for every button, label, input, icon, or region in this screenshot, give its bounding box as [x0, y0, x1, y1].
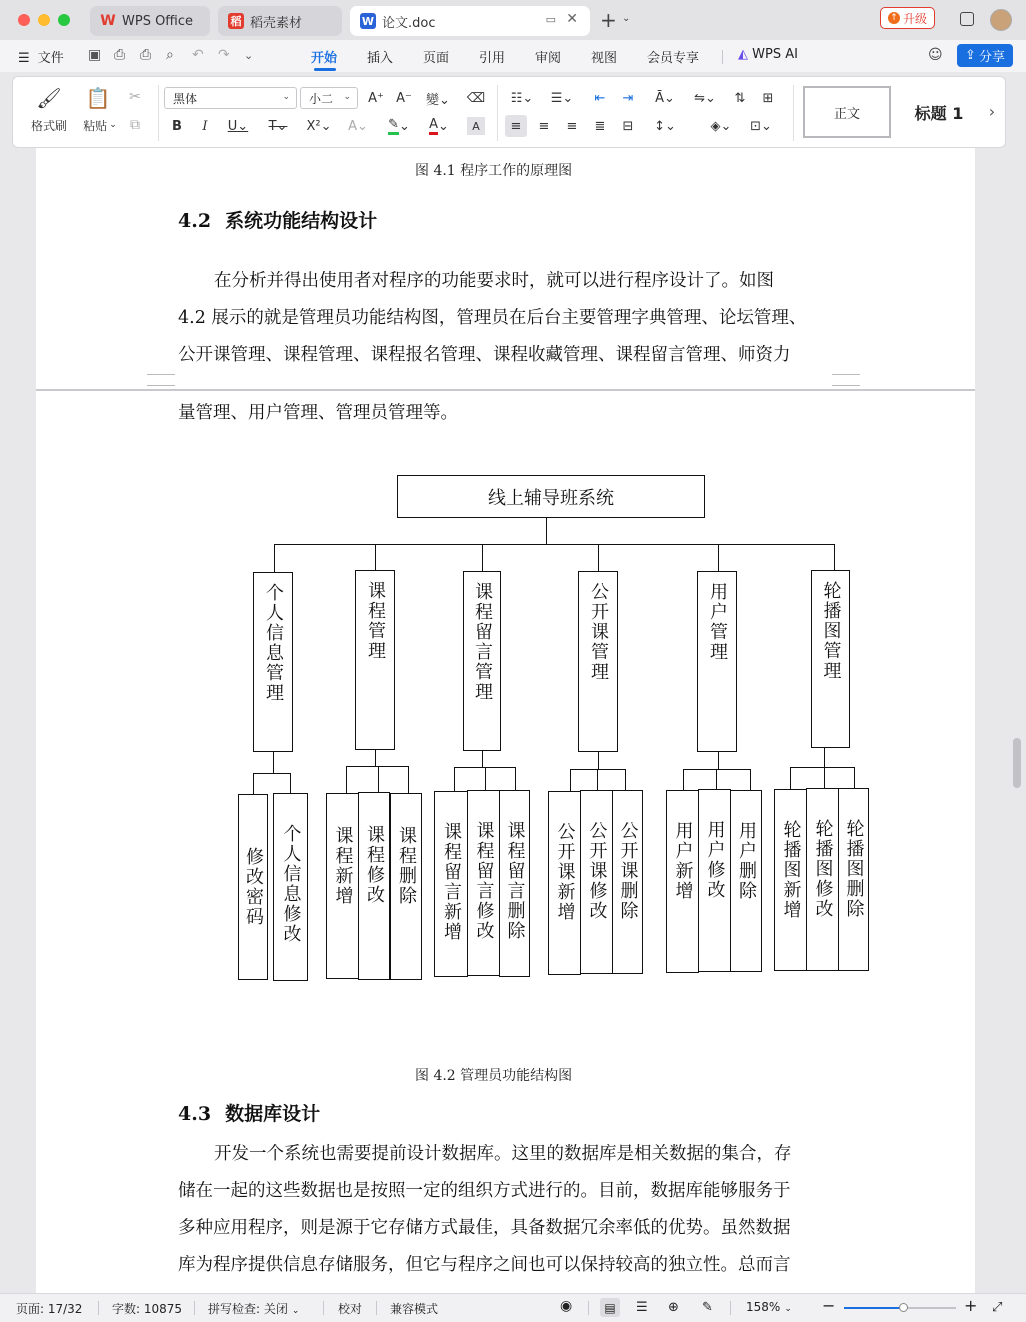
diagram-leaf-node	[238, 794, 268, 980]
zoom-value: 158%	[746, 1300, 781, 1314]
tab-member[interactable]: 会员专享	[647, 51, 700, 66]
file-menu-label: 文件	[37, 51, 64, 66]
paste-button[interactable]	[79, 117, 121, 133]
character-shading-icon[interactable]: A	[467, 117, 485, 135]
cut-icon[interactable]: ✂	[129, 89, 141, 105]
increase-font-icon[interactable]: A⁺	[368, 90, 384, 106]
leaf-label: 轮播图新增	[780, 820, 802, 920]
menu-bar	[0, 40, 1026, 72]
chevron-right-icon[interactable]: ›	[988, 101, 996, 121]
export-pdf-icon[interactable]: ⎙	[114, 47, 126, 63]
leaf-label: 用户新增	[672, 821, 694, 901]
module-label: 用户管理	[707, 582, 728, 662]
share-button[interactable]	[957, 44, 1013, 67]
diagram-leaf-node	[666, 790, 699, 973]
diagram-leaf-node	[580, 790, 613, 974]
close-window-button[interactable]	[18, 14, 30, 26]
menu-divider	[722, 50, 723, 64]
module-label: 个人信息管理	[263, 583, 284, 703]
connector	[824, 748, 825, 767]
borders-icon[interactable]: ⊡⌄	[750, 118, 772, 134]
compat-mode-label: 兼容模式	[390, 1302, 439, 1316]
figure-41-caption: 图 4.1 程序工作的原理图	[415, 163, 573, 179]
diagram-module-node	[697, 571, 737, 752]
connector	[253, 773, 254, 794]
share-label: 分享	[978, 50, 1005, 65]
connector	[408, 766, 409, 793]
text-direction-icon[interactable]: ⇋⌄	[694, 90, 716, 106]
comment-icon[interactable]: ☺	[928, 47, 943, 63]
reading-mode-icon[interactable]: ✎	[702, 1300, 713, 1315]
wps-logo-icon: W	[100, 13, 116, 29]
connector	[718, 544, 719, 571]
leaf-label: 课程留言修改	[473, 821, 495, 941]
tab-wps-office[interactable]	[90, 6, 210, 36]
spellcheck-label: 拼写检查: 关闭	[208, 1302, 288, 1316]
diagram-leaf-node	[467, 790, 500, 976]
change-case-icon[interactable]: Ā⌄	[655, 90, 675, 106]
show-marks-icon[interactable]: ⊞	[762, 90, 774, 106]
font-color-swatch: A	[429, 118, 438, 135]
tab-label: 论文.doc	[382, 15, 436, 31]
vertical-scrollbar-thumb[interactable]	[1013, 738, 1021, 788]
leaf-label: 课程留言新增	[441, 822, 462, 942]
status-divider	[588, 1301, 589, 1315]
ribbon-toolbar	[12, 76, 1006, 148]
sort-icon[interactable]: ⇅	[734, 90, 746, 106]
tab-page[interactable]: 页面	[423, 51, 450, 66]
connector	[274, 544, 275, 572]
leaf-label: 轮播图删除	[843, 819, 865, 919]
monitor-icon[interactable]: ▭	[545, 13, 556, 26]
diagram-leaf-node	[730, 790, 762, 972]
connector	[515, 767, 516, 790]
word-doc-icon: W	[361, 14, 375, 28]
copy-icon[interactable]: ⧉	[130, 117, 140, 133]
status-divider	[323, 1301, 324, 1315]
connector	[346, 766, 347, 793]
leaf-label: 轮播图修改	[812, 819, 834, 919]
connector	[454, 767, 455, 791]
figure-42-caption: 图 4.2 管理员功能结构图	[415, 1068, 573, 1084]
paragraph-42-line-4: 量管理、用户管理、管理员管理等。	[178, 403, 458, 423]
connector	[598, 544, 599, 571]
tab-daoke[interactable]	[218, 6, 342, 36]
paragraph-42-line-2: 4.2 展示的就是管理员功能结构图，管理员在后台主要管理字典管理、论坛管理、	[178, 308, 807, 328]
connector	[834, 544, 835, 570]
chevron-down-icon: ⌄	[291, 1306, 300, 1316]
numbered-list-icon[interactable]: ☰⌄	[550, 90, 574, 106]
module-label: 公开课管理	[588, 582, 609, 682]
wps-ai-icon: ◭	[738, 47, 748, 62]
tab-review[interactable]: 审阅	[535, 51, 562, 66]
leaf-label: 公开课新增	[554, 822, 576, 922]
font-color-icon[interactable]: A ⌄	[429, 116, 449, 134]
diagram-leaf-node	[806, 788, 839, 971]
connector	[274, 544, 835, 545]
chevron-down-icon: ⌄	[784, 1304, 792, 1314]
connector	[485, 767, 486, 790]
highlight-swatch: ✎	[388, 118, 399, 135]
daoke-logo-icon: 稻	[228, 13, 244, 29]
diagram-leaf-node	[548, 791, 581, 975]
connector	[290, 773, 291, 793]
status-bar	[0, 1293, 1026, 1322]
paste-label: 粘贴	[83, 118, 108, 133]
status-divider	[376, 1301, 377, 1315]
leaf-label: 课程留言删除	[504, 821, 526, 941]
wps-ai-label: WPS AI	[752, 47, 798, 62]
group-divider	[158, 85, 159, 141]
tab-label: WPS Office	[122, 13, 194, 29]
module-label: 课程留言管理	[472, 582, 493, 702]
highlight-color-icon[interactable]: ✎ ⌄	[388, 116, 410, 134]
connector	[750, 769, 751, 790]
wps-ai-button[interactable]	[738, 47, 798, 62]
section-number: 4.2	[178, 210, 212, 232]
connector	[854, 767, 855, 788]
connector	[375, 544, 376, 570]
diagram-module-node	[463, 571, 501, 751]
diagram-module-node	[355, 570, 395, 750]
undo-icon[interactable]: ↶	[192, 47, 204, 63]
leaf-label: 用户删除	[736, 821, 757, 901]
decrease-font-icon[interactable]: A⁻	[396, 90, 412, 106]
bold-icon[interactable]: B	[172, 118, 182, 134]
paragraph-43-line-1: 开发一个系统也需要提前设计数据库。这里的数据库是相关数据的集合，存	[214, 1144, 792, 1164]
connector	[482, 751, 483, 767]
section-title: 系统功能结构设计	[225, 210, 378, 232]
spellcheck-toggle[interactable]	[208, 1300, 299, 1317]
zoom-slider-handle[interactable]	[899, 1303, 908, 1312]
connector	[546, 518, 547, 544]
align-right-icon[interactable]: ≡	[566, 118, 578, 134]
status-divider	[194, 1301, 195, 1315]
status-divider	[730, 1301, 731, 1315]
section-43-heading	[178, 1099, 320, 1126]
group-divider	[497, 85, 498, 141]
bullet-list-icon[interactable]: ☷⌄	[510, 90, 534, 106]
font-size-select[interactable]	[300, 87, 358, 109]
connector	[790, 767, 791, 789]
word-count[interactable]: 字数: 10875	[112, 1302, 183, 1316]
chevron-down-icon: ⌄	[282, 92, 290, 102]
diagram-leaf-node	[326, 793, 359, 979]
diagram-module-node	[578, 571, 618, 752]
diagram-module-node	[811, 570, 850, 748]
diagram-leaf-node	[499, 790, 530, 977]
distribute-icon[interactable]: ⊟	[622, 118, 634, 134]
leaf-label: 课程修改	[364, 825, 385, 905]
diagram-leaf-node	[612, 790, 643, 974]
leaf-label: 个人信息修改	[280, 824, 302, 944]
section-number: 4.3	[178, 1103, 212, 1125]
file-menu[interactable]	[18, 47, 64, 66]
font-name-value: 黑体	[173, 91, 198, 106]
connector	[273, 752, 274, 773]
chevron-down-icon[interactable]: ⌄	[622, 13, 631, 24]
chevron-down-icon: ⌄	[343, 92, 351, 102]
italic-icon[interactable]: I	[202, 118, 208, 134]
zoom-out-icon[interactable]: −	[822, 1296, 836, 1315]
diagram-leaf-node	[358, 792, 390, 980]
connector	[718, 752, 719, 769]
connector	[790, 767, 855, 768]
leaf-label: 课程删除	[396, 826, 417, 906]
justify-icon[interactable]: ≣	[594, 118, 606, 134]
diagram-leaf-node	[698, 789, 731, 972]
diagram-module-node	[253, 572, 293, 752]
new-tab-icon[interactable]: +	[600, 8, 617, 32]
section-title: 数据库设计	[225, 1103, 321, 1125]
outline-view-icon[interactable]: ☰	[636, 1300, 648, 1315]
increase-indent-icon[interactable]: ⇥	[622, 90, 634, 106]
connector	[253, 773, 291, 774]
module-label: 轮播图管理	[820, 581, 842, 681]
zoom-level[interactable]	[746, 1300, 792, 1314]
connector	[683, 769, 684, 790]
style-heading-1[interactable]: 标题 1	[914, 103, 964, 123]
connector	[597, 769, 598, 790]
page-view-icon[interactable]: ▤	[600, 1298, 620, 1317]
upgrade-arrow-icon: ↑	[888, 12, 900, 24]
tab-view[interactable]: 视图	[591, 51, 618, 66]
zoom-slider-fill	[844, 1307, 904, 1309]
paragraph-43-line-2: 储在一起的这些数据也是按照一定的组织方式进行的。目前，数据库能够服务于	[178, 1181, 791, 1201]
window-mode-icon[interactable]	[960, 12, 974, 26]
diagram-leaf-node	[390, 793, 422, 980]
underline-icon[interactable]: U⌄	[227, 118, 249, 134]
format-painter-button[interactable]: 格式刷	[30, 118, 67, 133]
close-tab-icon[interactable]: ✕	[566, 11, 578, 27]
strikethrough-icon[interactable]: T⌄	[268, 118, 288, 134]
diagram-leaf-node	[774, 789, 807, 971]
print-preview-icon[interactable]: ⌕	[166, 47, 174, 63]
connector	[378, 766, 379, 792]
page-corner-mark	[832, 374, 860, 386]
page-indicator[interactable]: 页面: 17/32	[16, 1302, 83, 1316]
paragraph-43-line-3: 多种应用程序，则是源于它存储方式最佳，具备数据冗余率低的优势。虽然数据	[178, 1218, 791, 1238]
active-tab-indicator	[314, 68, 336, 71]
chevron-down-icon: ⌄	[109, 120, 117, 130]
connector	[375, 750, 376, 766]
connector	[570, 769, 571, 791]
avatar[interactable]	[990, 9, 1012, 31]
web-view-icon[interactable]: ⊕	[668, 1300, 679, 1315]
leaf-label: 公开课修改	[586, 821, 608, 921]
diagram-root-node: 线上辅导班系统	[397, 475, 705, 518]
eye-protection-icon[interactable]: ◉	[560, 1298, 573, 1314]
leaf-label: 课程新增	[332, 826, 354, 906]
align-left-icon[interactable]: ≡	[505, 115, 527, 137]
leaf-label: 用户修改	[704, 820, 726, 900]
diagram-leaf-node	[434, 791, 468, 977]
connector	[482, 544, 483, 571]
save-icon[interactable]: ▣	[88, 47, 102, 63]
share-icon: ⇪	[965, 48, 976, 63]
paragraph-43-line-4: 库为程序提供信息存储服务，但它与程序之间也可以保持较高的独立性。总而言	[178, 1255, 791, 1275]
paragraph-shading-icon[interactable]: ◈⌄	[710, 118, 732, 134]
section-42-heading	[178, 206, 377, 233]
font-name-select[interactable]	[164, 87, 297, 109]
diagram-leaf-node	[273, 793, 308, 981]
quick-access-dropdown-icon[interactable]: ⌄	[244, 49, 254, 62]
style-normal[interactable]: 正文	[803, 86, 891, 138]
tab-label: 稻壳素材	[250, 15, 303, 31]
superscript-icon[interactable]: X²⌄	[306, 118, 332, 134]
minimize-window-button[interactable]	[38, 14, 50, 26]
fit-window-icon[interactable]: ⤢	[992, 1300, 1003, 1315]
leaf-label: 公开课删除	[617, 821, 639, 921]
tab-references[interactable]: 引用	[479, 51, 506, 66]
title-bar	[0, 0, 1026, 40]
tab-insert[interactable]: 插入	[367, 51, 394, 66]
format-painter-icon[interactable]: 🖌	[36, 86, 62, 110]
proofread-button[interactable]: 校对	[338, 1302, 363, 1316]
print-icon[interactable]: ⎙	[140, 47, 152, 63]
group-divider	[793, 85, 794, 141]
tab-home[interactable]: 开始	[311, 51, 338, 66]
leaf-label: 修改密码	[243, 847, 264, 927]
redo-icon[interactable]: ↷	[218, 47, 230, 63]
font-size-value: 小二	[309, 91, 334, 106]
zoom-in-icon[interactable]: +	[964, 1296, 978, 1315]
status-divider	[98, 1301, 99, 1315]
align-center-icon[interactable]: ≡	[538, 118, 550, 134]
page-corner-mark	[147, 374, 175, 386]
connector	[598, 752, 599, 769]
tab-document[interactable]	[350, 6, 590, 36]
paste-icon[interactable]: 📋	[85, 86, 111, 110]
page-upper	[36, 148, 975, 389]
paragraph-42-line-1: 在分析并得出使用者对程序的功能要求时，就可以进行程序设计了。如图	[214, 271, 774, 291]
clear-format-icon[interactable]: ⌫	[466, 90, 486, 106]
connector	[716, 769, 717, 789]
phonetic-guide-icon[interactable]: 變⌄	[426, 92, 450, 108]
connector	[824, 767, 825, 788]
maximize-window-button[interactable]	[58, 14, 70, 26]
module-label: 课程管理	[365, 581, 386, 661]
upgrade-label: 升级	[902, 11, 927, 26]
text-effect-icon[interactable]: A⌄	[348, 118, 368, 134]
hamburger-icon: ☰	[18, 51, 30, 66]
diagram-leaf-node	[838, 788, 869, 971]
document-area	[0, 148, 1026, 1293]
line-spacing-icon[interactable]: ↕⌄	[654, 118, 676, 134]
connector	[625, 769, 626, 790]
upgrade-button[interactable]	[880, 7, 935, 29]
paragraph-42-line-3: 公开课管理、课程管理、课程报名管理、课程收藏管理、课程留言管理、师资力	[178, 345, 791, 365]
decrease-indent-icon[interactable]: ⇤	[594, 90, 606, 106]
